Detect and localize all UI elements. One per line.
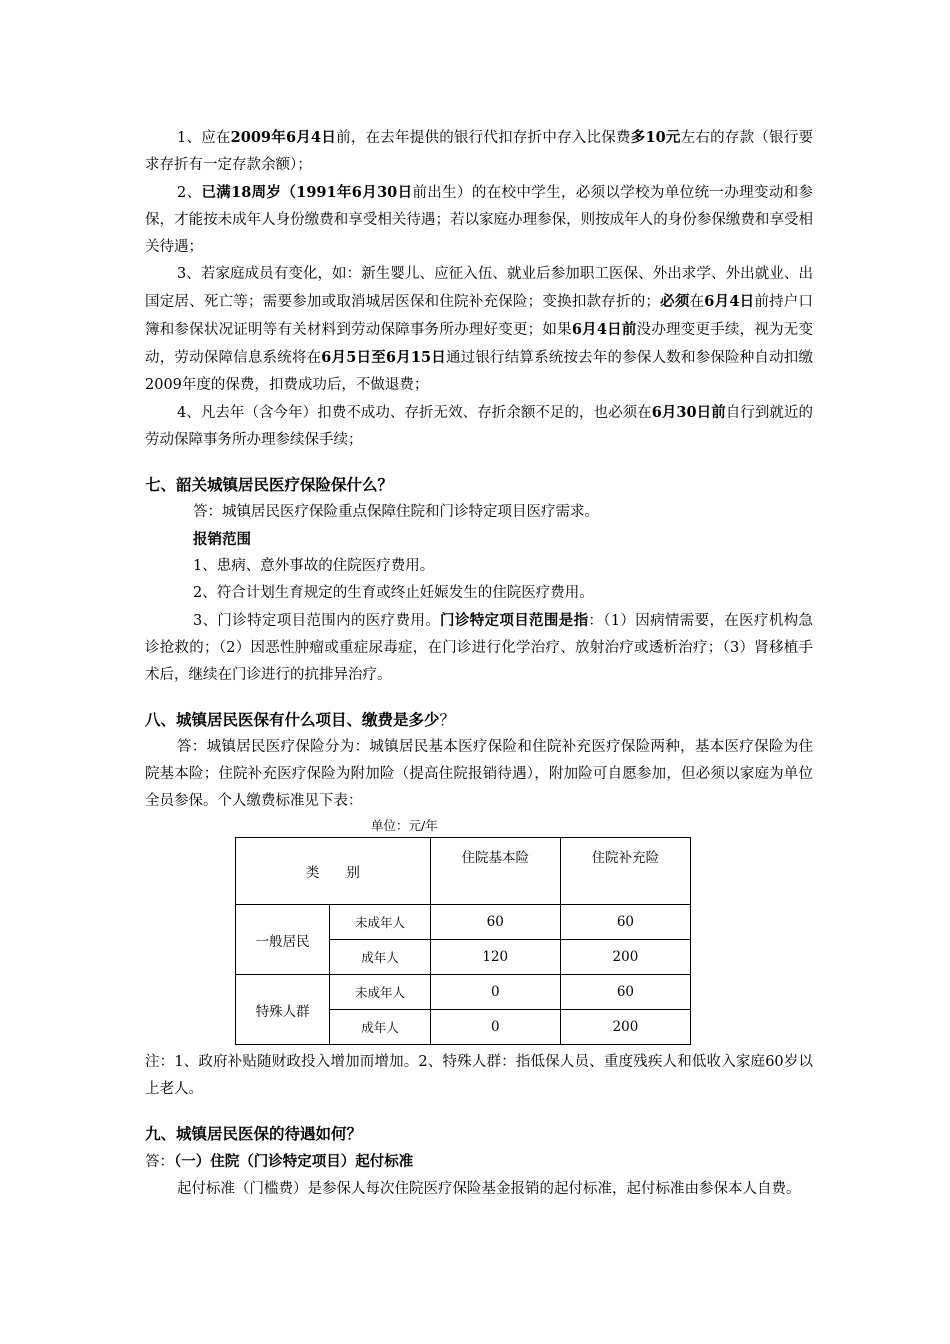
list-item-4 — [145, 399, 813, 454]
text: 前，在去年提供的银行代扣存折中存入比保费 — [336, 130, 631, 146]
heading-text: 八、城镇居民医保有什么项目、缴费是多少 — [145, 711, 440, 729]
row-label-adult: 成年人 — [330, 1010, 430, 1045]
cell-value: 200 — [560, 940, 690, 975]
text: 没办理变更手续，视为无变动，劳动保障信息系统将在 — [145, 322, 814, 366]
cell-value: 0 — [430, 1010, 560, 1045]
text: 3、若家庭成员有变化，如：新生婴儿、应征入伍、就业后参加职工医保、外出求学、外出就业、出国定居、死亡等；需要参加或取消城居医保和住院补充保险；变换扣款存折的； — [145, 266, 813, 310]
bold-date: 6月4日前 — [571, 321, 637, 338]
text: 自行到就近的劳动保障事务所办理参续保手续； — [145, 405, 813, 448]
section-9-heading: 九、城镇居民医保的待遇如何？ — [145, 1125, 363, 1143]
scope-item-3 — [145, 607, 813, 689]
text: 前持户口簿和参保状况证明等有关材料到劳动保障事务所办理好变更；如果 — [145, 294, 814, 338]
bold-date: 6月30日前 — [651, 404, 726, 421]
table-row — [236, 975, 691, 1010]
bold-text: 门诊特定项目范围是指 — [440, 612, 589, 629]
group-general: 一般居民 — [236, 905, 330, 975]
fee-table — [235, 837, 691, 1045]
text: 3、门诊特定项目范围内的医疗费用。 — [193, 613, 441, 629]
cell-value: 60 — [430, 905, 560, 940]
text: 4、凡去年（含今年）扣费不成功、存折无效、存折余额不足的，也必须在 — [177, 405, 652, 421]
section-8-heading — [145, 707, 813, 734]
row-label-minor: 未成年人 — [330, 975, 430, 1010]
table-unit: 单位：元/年 — [371, 818, 438, 833]
header-category: 类 别 — [236, 838, 431, 905]
scope-item-2: 2、符合计划生育规定的生育或终止妊娠发生的住院医疗费用。 — [193, 585, 594, 601]
text: 前出生）的在校中学生，必须以学校为单位统一办理变动和参保，才能按未成年人身份缴费和享受相关待遇；若以家庭办理参保，则按成年人的身份参保缴费和享受相关待遇； — [145, 185, 814, 255]
section-8-answer: 答：城镇居民医疗保险分为：城镇居民基本医疗保险和住院补充医疗保险两种，基本医疗保险为住院基本险；住院补充医疗保险为附加险（提高住院报销待遇），附加险可自愿参加，但必须以家庭为单位全员参保。个人缴费标准见下表： — [145, 739, 813, 809]
list-item-2 — [145, 179, 813, 261]
cell-value: 120 — [430, 940, 560, 975]
cell-value: 60 — [560, 975, 690, 1010]
answer-prefix: 答： — [145, 1154, 174, 1170]
bold-date-range: 6月5日至6月15日 — [321, 349, 446, 366]
bold-date: 6月4日 — [704, 293, 755, 310]
section-9-subheading — [145, 1148, 813, 1176]
text: 1、应在 — [177, 130, 231, 146]
list-item-3 — [145, 261, 813, 399]
text: （ — [281, 184, 297, 201]
heading-question-mark: ？ — [439, 711, 456, 729]
cell-value: 200 — [560, 1010, 690, 1045]
table-row — [236, 905, 691, 940]
sub-heading: （一）住院（门诊特定项目）起付标准 — [174, 1153, 414, 1170]
group-special: 特殊人群 — [236, 975, 330, 1045]
bold-amount: 多10元 — [630, 129, 681, 146]
bold-date: 1991年6月30日 — [296, 184, 413, 201]
section-7-answer: 答：城镇居民医疗保险重点保障住院和门诊特定项目医疗需求。 — [193, 504, 599, 520]
section-7-heading: 七、韶关城镇居民医疗保险保什么？ — [145, 476, 394, 494]
section-9-paragraph: 起付标准（门槛费）是参保人每次住院医疗保险基金报销的起付标准，起付标准由参保本人自费。 — [177, 1181, 801, 1197]
scope-title: 报销范围 — [193, 531, 251, 548]
list-item-1 — [145, 124, 813, 179]
text: ：（1）因病情需要，在医疗机构急诊抢救的；（2）因恶性肿瘤或重症尿毒症，在门诊进行化学治疗、放射治疗或透析治疗；（3）肾移植手术后，继续在门诊进行的抗排异治疗。 — [145, 613, 813, 683]
text: 通过银行结算系统按去年的参保人数和参保险种自动扣缴2009年度的保费，扣费成功后，不做退费； — [145, 350, 813, 393]
cell-value: 60 — [560, 905, 690, 940]
table-header-row — [236, 838, 691, 905]
bold-text: 必须 — [659, 293, 690, 310]
text: 左右的存款（银行要求存折有一定存款余额）； — [145, 130, 813, 173]
document-content — [145, 124, 813, 1203]
text: 2、 — [177, 185, 202, 201]
header-basic: 住院基本险 — [430, 838, 560, 905]
row-label-adult: 成年人 — [330, 940, 430, 975]
bold-date: 2009年6月4日 — [230, 129, 337, 146]
scope-item-1: 1、患病、意外事故的住院医疗费用。 — [193, 558, 435, 574]
cell-value: 0 — [430, 975, 560, 1010]
header-supplementary: 住院补充险 — [560, 838, 690, 905]
bold-age: 已满18周岁 — [201, 184, 282, 201]
row-label-minor: 未成年人 — [330, 905, 430, 940]
table-note: 注：1、政府补贴随财政投入增加而增加。2、特殊人群：指低保人员、重度残疾人和低收入家庭60岁以上老人。 — [145, 1054, 813, 1097]
text: 在 — [689, 294, 705, 310]
